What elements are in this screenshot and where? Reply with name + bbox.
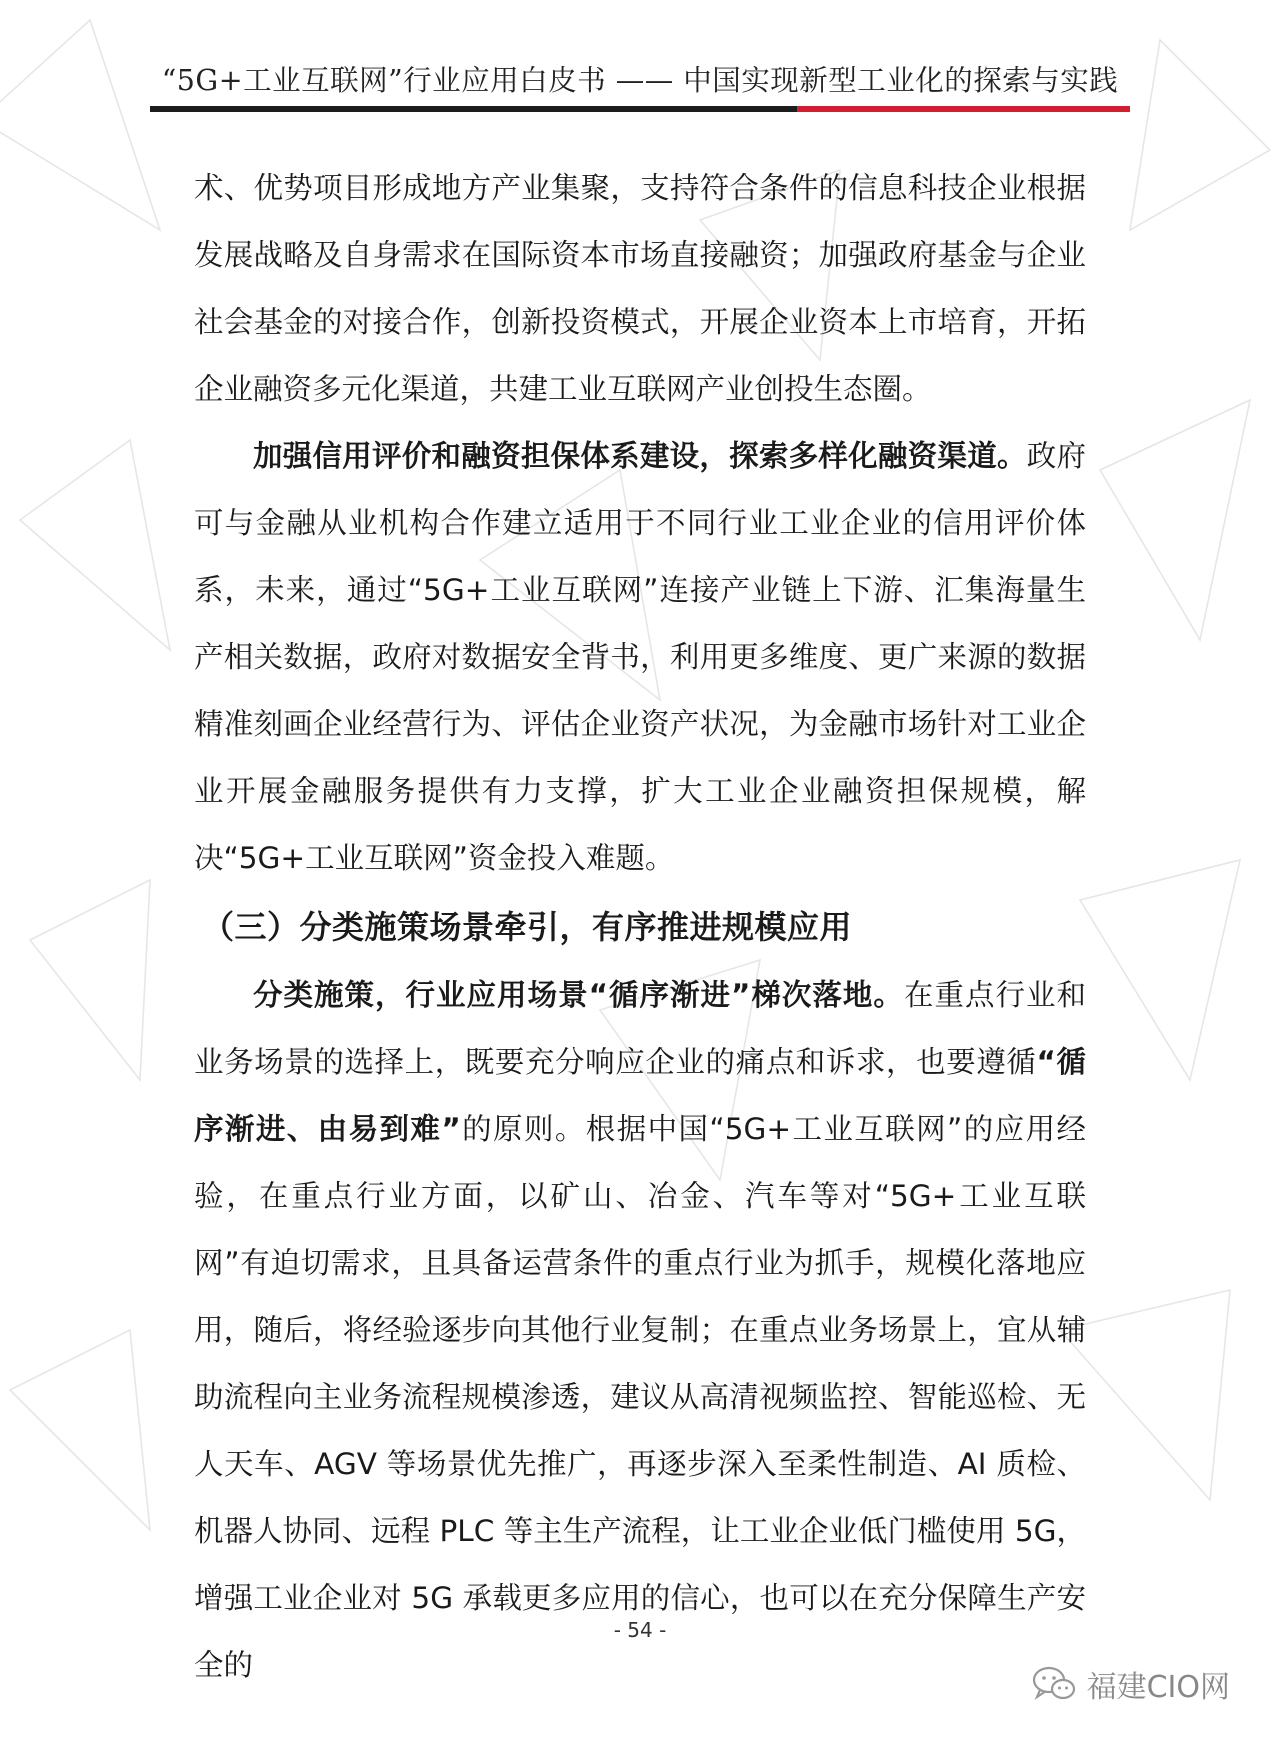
brand-name: 福建CIO网	[1086, 1670, 1230, 1705]
header-rule	[150, 106, 1130, 112]
header-rule-dark	[150, 106, 797, 112]
paragraph-3-lead: 分类施策，行业应用场景“循序渐进”梯次落地。	[253, 978, 904, 1012]
header-rule-red	[797, 106, 1130, 112]
paragraph-2-lead: 加强信用评价和融资担保体系建设，探索多样化融资渠道。	[253, 439, 1027, 473]
paragraph-1: 术、优势项目形成地方产业集聚，支持符合条件的信息科技企业根据发展战略及自身需求在国际资本市场直接融资；加强政府基金与企业社会基金的对接合作，创新投资模式，开展企业资本上市培育，开拓企业融资多元化渠道，共建工业互联网产业创投生态圈。	[194, 171, 1086, 406]
paragraph-2	[194, 423, 1086, 892]
page-number: - 54 -	[613, 1618, 667, 1642]
body-content	[194, 155, 1086, 1699]
paragraph-3-text-a: 在重点行业和业务场景的选择上，既要充分响应企业的痛点和诉求，也要遵循	[194, 978, 1086, 1079]
brand-badge	[1031, 1662, 1230, 1706]
section-heading: （三）分类施策场景牵引，有序推进规模应用	[202, 908, 853, 946]
wechat-icon	[1031, 1664, 1077, 1704]
paragraph-3-emphasis: “循序渐进、由易到难”	[194, 1045, 1086, 1146]
paragraph-3-text-b: 的原则。根据中国“5G+工业互联网”的应用经验，在重点行业方面，以矿山、冶金、汽车等对“5G+工业互联网”有迫切需求，且具备运营条件的重点行业为抓手，规模化落地应用，随后，将经验逐步向其他行业复制；在重点业务场景上，宜从辅助流程向主业务流程规模渗透，建议从高清视频监控、智能巡检、无人天车、AGV 等场景优先推广，再逐步深入至柔性制造、AI 质检、机器人协同、远程 PLC 等主生产流程，让工业企业低门槛使用 5G，增强工业企业对 5G 承载更多应用的信心，也可以在充分保障生产安全的	[194, 1112, 1086, 1682]
paragraph-2-text: 政府可与金融从业机构合作建立适用于不同行业工业企业的信用评价体系，未来，通过“5G+工业互联网”连接产业链上下游、汇集海量生产相关数据，政府对数据安全背书，利用更多维度、更广来源的数据精准刻画企业经营行为、评估企业资产状况，为金融市场针对工业企业开展金融服务提供有力支撑，扩大工业企业融资担保规模，解决“5G+工业互联网”资金投入难题。	[194, 439, 1086, 875]
header-title: “5G+工业互联网”行业应用白皮书 —— 中国实现新型工业化的探索与实践	[161, 64, 1119, 97]
paragraph-3	[194, 962, 1086, 1699]
